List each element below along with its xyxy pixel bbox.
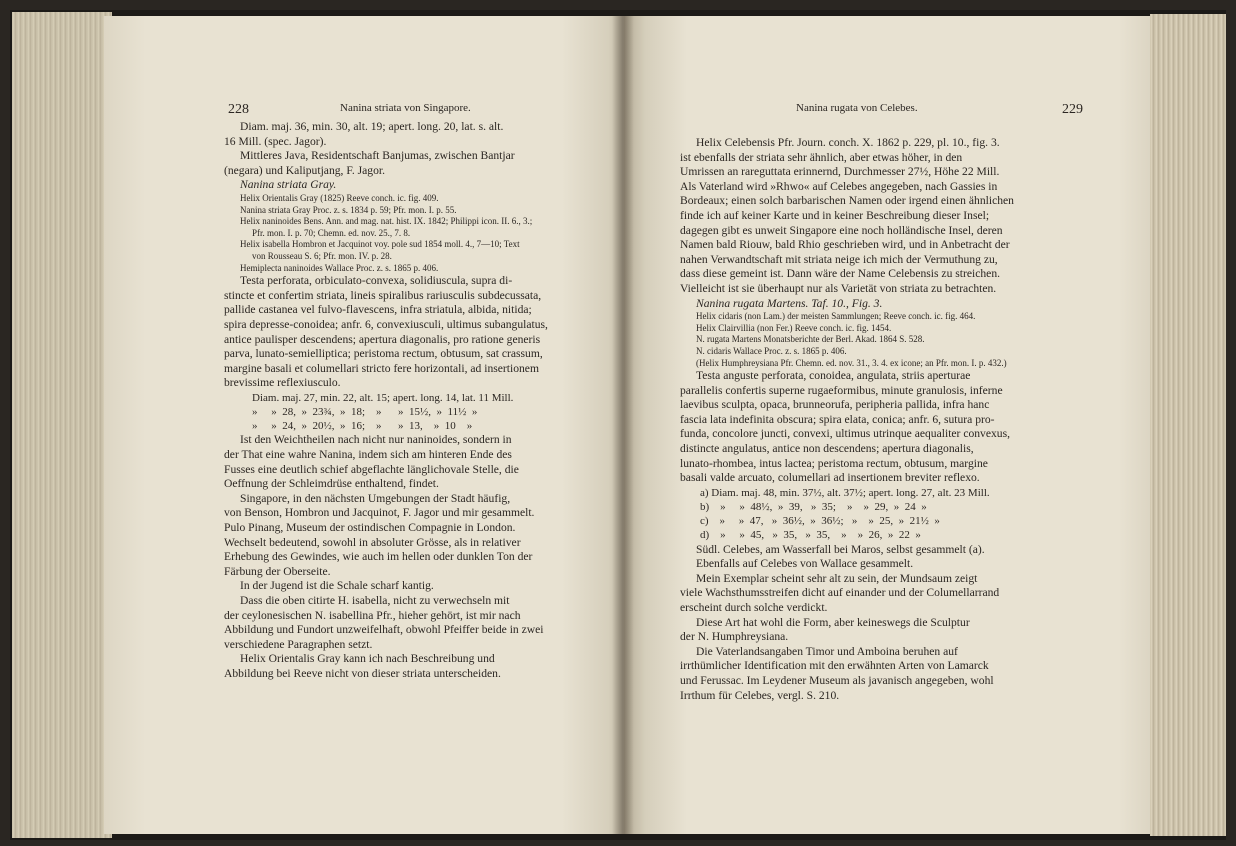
text-line: Diese Art hat wohl die Form, aber keineswegs die Sculptur — [696, 615, 970, 629]
text-line: antice paulisper descendens; apertura diagonalis, pro ratione generis — [224, 332, 541, 346]
text-line: (negara) und Kaliputjang, F. Jagor. — [224, 163, 386, 177]
text-line: Testa anguste perforata, conoidea, angulata, striis aperturae — [696, 369, 971, 383]
text-line: Helix Celebensis Pfr. Journ. conch. X. 1862 p. 229, pl. 10., fig. 3. — [696, 136, 1000, 149]
text-line: Mittleres Java, Residentschaft Banjumas, zwischen Bantjar — [240, 149, 515, 163]
text-line: Helix isabella Hombron et Jacquinot voy. pole sud 1854 moll. 4., 7—10; Text — [240, 239, 520, 250]
text-line: von Rousseau S. 6; Pfr. mon. IV. p. 28. — [252, 250, 392, 261]
text-line: a) Diam. maj. 48, min. 37½, alt. 37½; apert. long. 27, alt. 23 Mill. — [700, 486, 990, 499]
text-line: von Benson, Hombron und Jacquinot, F. Jagor und mir gesammelt. — [224, 506, 535, 520]
text-line: der ceylonesischen N. isabellina Pfr., hieher gehört, ist mir nach — [224, 608, 521, 622]
text-line: margine basali et columellari stricto fere horizontali, ad insertionem — [224, 361, 539, 375]
right-page-number: 229 — [1062, 102, 1083, 117]
text-line: Pfr. mon. I. p. 70; Chemn. ed. nov. 25., 7. 8. — [252, 227, 411, 238]
right-page — [624, 16, 1150, 834]
text-line: Helix Orientalis Gray (1825) Reeve conch. ic. fig. 409. — [240, 192, 439, 203]
left-page — [104, 16, 624, 834]
text-line: Wechselt bedeutend, sowohl in absoluter Grösse, als in relativer — [224, 535, 521, 549]
text-line: » » 28, » 23¾, » 18; » » 15½, » 11½ » — [252, 406, 478, 419]
text-line: 16 Mill. (spec. Jagor). — [224, 134, 327, 148]
text-line: viele Wachsthumsstreifen dicht auf einander und der Columellarrand — [680, 586, 1000, 600]
text-line: Helix Clairvillia (non Fer.) Reeve conch. ic. fig. 1454. — [696, 322, 892, 333]
page-edges-right — [1150, 14, 1226, 836]
text-line: Diam. maj. 27, min. 22, alt. 15; apert. long. 14, lat. 11 Mill. — [252, 391, 514, 404]
text-line: Umrissen an rareguttata erinnernd, Durchmesser 27½, Höhe 22 Mill. — [680, 165, 1000, 179]
text-line: Helix Orientalis Gray kann ich nach Beschreibung und — [240, 652, 495, 666]
text-line: Helix naninoides Bens. Ann. and mag. nat. hist. IX. 1842; Philippi icon. II. 6., 3.; — [240, 216, 533, 227]
text-line: Erhebung des Gewindes, wie auch im hellen oder dunklen Ton der — [224, 550, 533, 564]
text-line: Helix cidaris (non Lam.) der meisten Sammlungen; Reeve conch. ic. fig. 464. — [696, 311, 976, 322]
text-line: basali valde arcuato, columellari ad insertionem breviter reflexo. — [680, 471, 980, 485]
text-line: » » 24, » 20½, » 16; » » 13, » 10 » — [252, 420, 473, 433]
text-line: Ebenfalls auf Celebes von Wallace gesammelt. — [696, 557, 914, 571]
text-line: Als Vaterland wird »Rhwo« auf Celebes angegeben, nach Gassies in — [680, 179, 998, 193]
text-line: und Ferussac. Im Leydener Museum als javanisch angegeben, wohl — [680, 674, 994, 687]
right-running-head: Nanina rugata von Celebes. — [796, 102, 918, 114]
text-line: Färbung der Oberseite. — [224, 564, 331, 578]
text-line: finde ich auf keiner Karte und in keiner Beschreibung dieser Insel; — [680, 208, 990, 222]
text-line: In der Jugend ist die Schale scharf kantig. — [240, 579, 434, 593]
text-line: Oeffnung der Schleimdrüse enthaltend, findet. — [224, 477, 439, 491]
text-line: Diam. maj. 36, min. 30, alt. 19; apert. long. 20, lat. s. alt. — [240, 120, 504, 133]
text-line: dass diese gemeint ist. Dann wäre der Name Celebensis zu streichen. — [680, 267, 1001, 281]
text-line: Namen bald Riouw, bald Rhio geschrieben wird, und in Anbetracht der — [680, 238, 1010, 252]
text-line: verschiedene Paragraphen setzt. — [224, 637, 373, 651]
text-line: c) » » 47, » 36½, » 36½; » » 25, » 21½ » — [700, 515, 940, 528]
text-line: funda, concolore juncti, convexi, ultimus utrinque aequaliter convexus, — [680, 427, 1011, 441]
text-line: nahen Verwandtschaft mit striata neige ich mich der Vermuthung zu, — [680, 252, 998, 266]
text-line: Dass die oben citirte H. isabella, nicht zu verwechseln mit — [240, 594, 510, 608]
text-line: distincte angulatus, antice non descendens; apertura diagonalis, — [680, 442, 974, 456]
text-line: brevissime reflexiusculo. — [224, 376, 341, 390]
text-line: laevibus sculpta, opaca, brunneorufa, peripheria pallida, infra hanc — [680, 398, 990, 412]
text-line: Nanina rugata Martens. Taf. 10., Fig. 3. — [696, 296, 883, 310]
text-line: Singapore, in den nächsten Umgebungen der Stadt häufig, — [240, 491, 511, 505]
left-page-number: 228 — [228, 102, 249, 117]
text-line: Nanina striata Gray Proc. z. s. 1834 p. 59; Pfr. mon. I. p. 55. — [240, 204, 457, 215]
text-line: Südl. Celebes, am Wasserfall bei Maros, selbst gesammelt (a). — [696, 542, 985, 556]
text-line: pallide castanea vel fulvo-flavescens, infra striatula, albida, nitida; — [224, 303, 532, 317]
text-line: b) » » 48½, » 39, » 35; » » 29, » 24 » — [700, 501, 927, 514]
text-line: (Helix Humphreysiana Pfr. Chemn. ed. nov. 31., 3. 4. ex icone; an Pfr. mon. I. p. 432.) — [696, 357, 1007, 368]
text-line: der N. Humphreysiana. — [680, 630, 789, 644]
left-page-body — [224, 120, 622, 682]
text-line: d) » » 45, » 35, » 35, » » 26, » 22 » — [700, 529, 921, 542]
text-line: Testa perforata, orbiculato-convexa, solidiuscula, supra di- — [240, 274, 513, 288]
text-line: Hemiplecta naninoides Wallace Proc. z. s. 1865 p. 406. — [240, 262, 439, 273]
text-line: Nanina striata Gray. — [240, 178, 337, 192]
text-line: Bordeaux; einen solch barbarischen Namen oder irgend einen ähnlichen — [680, 194, 1014, 208]
text-line: fascia lata indefinita obscura; spira elata, conica; anfr. 6, sutura pro- — [680, 412, 995, 426]
text-line: lunato-rhombea, intus lactea; peristoma rectum, obtusum, margine — [680, 456, 988, 470]
text-line: Mein Exemplar scheint sehr alt zu sein, der Mundsaum zeigt — [696, 571, 978, 585]
text-line: Abbildung bei Reeve nicht von dieser striata unterscheiden. — [224, 666, 501, 680]
text-line: Abbildung und Fundort unzweifelhaft, obwohl Pfeiffer beide in zwei — [224, 623, 544, 637]
text-line: irrthümlicher Identification mit den erwähnten Arten von Lamarck — [680, 659, 989, 673]
text-line: erscheint durch solche verdickt. — [680, 601, 828, 615]
text-line: ist ebenfalls der striata sehr ähnlich, aber etwas höher, in den — [680, 150, 963, 164]
text-line: Pulo Pinang, Museum der ostindischen Compagnie in London. — [224, 521, 516, 535]
right-page-body — [680, 136, 1088, 703]
text-line: N. cidaris Wallace Proc. z. s. 1865 p. 406. — [696, 345, 847, 356]
text-line: dagegen gibt es unweit Singapore eine noch holländische Insel, deren — [680, 223, 1003, 237]
text-line: Ist den Weichtheilen nach nicht nur naninoides, sondern in — [240, 433, 512, 447]
text-line: N. rugata Martens Monatsberichte der Berl. Akad. 1864 S. 528. — [696, 334, 925, 345]
text-line: Die Vaterlandsangaben Timor und Amboina beruhen auf — [696, 644, 958, 658]
text-line: stincte et confertim striata, lineis spiralibus rariusculis subdecussata, — [224, 288, 542, 302]
page-edges-left — [12, 12, 112, 838]
left-running-head: Nanina striata von Singapore. — [340, 102, 471, 114]
text-line: parva, lunato-semielliptica; peristoma rectum, obtusum, sat crassum, — [224, 347, 543, 361]
text-line: Irrthum für Celebes, vergl. S. 210. — [680, 688, 840, 702]
text-line: spira depresse-conoidea; anfr. 6, convexiusculi, ultimus subangulatus, — [224, 317, 548, 331]
text-line: Vielleicht ist sie überhaupt nur als Varietät von striata zu betrachten. — [680, 281, 997, 295]
text-line: der That eine wahre Nanina, indem sich am hinteren Ende des — [224, 448, 512, 462]
text-line: parallelis confertis superne rugaeformibus, minute granulosis, inferne — [680, 383, 1003, 397]
book-gutter — [612, 16, 634, 834]
text-line: Fusses eine deutlich schief abgeflachte länglichovale Stelle, die — [224, 462, 519, 476]
